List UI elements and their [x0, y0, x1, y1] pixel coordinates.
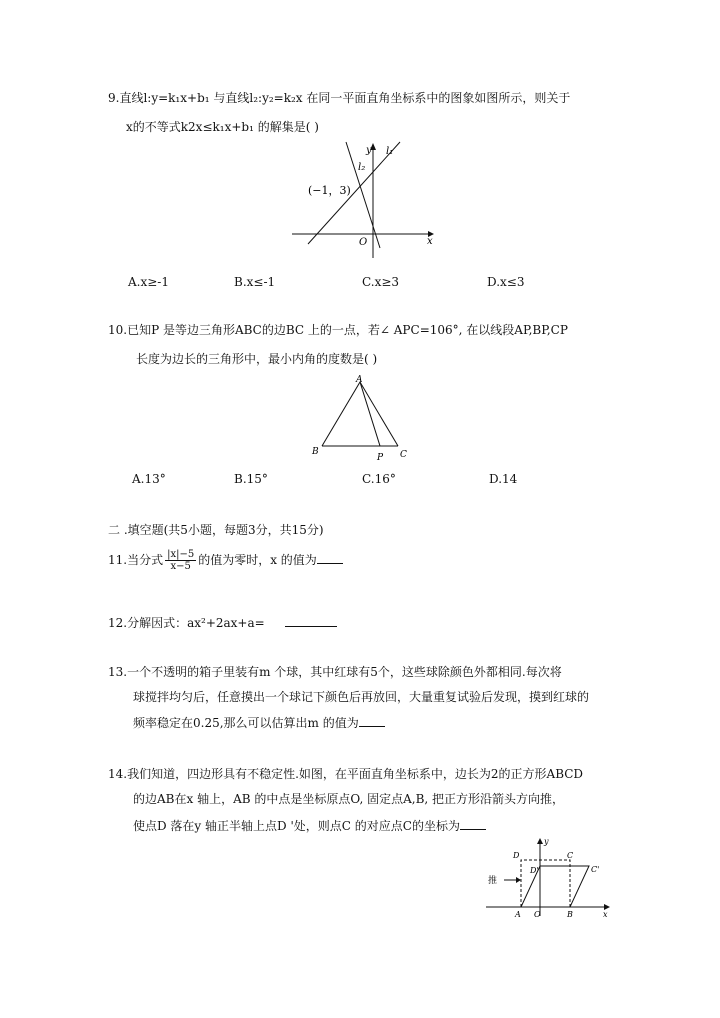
- label-d-prime: D': [530, 866, 539, 875]
- q14-figure: [478, 834, 620, 920]
- q13-line3: 频率稳定在0.25,那么可以估算出m 的值为: [133, 716, 359, 730]
- q10-option-b: B.15°: [234, 472, 268, 486]
- label-push: 推: [488, 876, 498, 886]
- q9-option-d: D.x≤3: [487, 275, 525, 289]
- q13-line3-wrap: [133, 715, 385, 730]
- q12-answer-blank[interactable]: [285, 615, 337, 627]
- q14-line1: 14.我们知道，四边形具有不稳定性.如图，在平面直角坐标系中，边长为2的正方形ABCD: [108, 767, 584, 781]
- point-p: P: [377, 453, 384, 463]
- q13-line1: 13.一个不透明的箱子里装有m 个球，其中红球有5个，这些球除颜色外都相同.每次将: [108, 665, 562, 679]
- q14-line3: 使点D 落在y 轴正半轴上点D '处，则点C 的对应点C的坐标为: [133, 819, 460, 833]
- q11-answer-blank[interactable]: [317, 552, 343, 564]
- q10-figure: [308, 372, 412, 464]
- q9-option-b: B.x≤-1: [234, 275, 276, 289]
- q11-suffix: 的值为零时，x 的值为: [198, 553, 317, 567]
- label-o: O: [534, 910, 541, 919]
- vertex-b: B: [312, 447, 319, 457]
- q14-answer-blank[interactable]: [460, 818, 486, 830]
- push-arrowhead: [516, 877, 521, 883]
- label-a: A: [515, 910, 521, 919]
- q11-denominator: x−5: [170, 561, 191, 572]
- y-axis-arrow: [537, 838, 543, 844]
- y-label: y: [366, 145, 372, 156]
- line-l2: [346, 142, 380, 248]
- q11: [108, 543, 343, 577]
- segment-ap: [360, 382, 380, 446]
- q13-answer-blank[interactable]: [359, 715, 385, 727]
- label-x: x: [603, 910, 608, 919]
- original-square: [521, 860, 570, 907]
- q14-line3-wrap: [133, 818, 486, 833]
- label-b: B: [567, 910, 573, 919]
- q11-fraction: [165, 549, 196, 572]
- section2-title: 二 .填空题(共5小题，每题3分，共15分): [108, 523, 324, 537]
- q9-line2: x的不等式k2x≤k₁x+b₁ 的解集是( ): [126, 120, 319, 134]
- q13-line2: 球搅拌均匀后，任意摸出一个球记下颜色后再放回，大量重复试验后发现，摸到红球的: [133, 690, 590, 704]
- q10-option-d: D.14: [489, 472, 518, 486]
- side-ab: [322, 382, 360, 446]
- origin-label: O: [359, 237, 368, 248]
- label-c-prime: C': [591, 865, 600, 874]
- label-d: D: [513, 851, 520, 860]
- q10-option-c: C.16°: [362, 472, 396, 486]
- q9-option-a: A.x≥-1: [128, 275, 169, 289]
- q10-line2: 长度为边长的三角形中，最小内角的度数是( ): [136, 352, 378, 366]
- q10-option-a: A.13°: [132, 472, 166, 486]
- q14-line2: 的边AB在x 轴上，AB 的中点是坐标原点O, 固定点A,B, 把正方形沿箭头方向推，: [133, 792, 565, 806]
- q9-option-c: C.x≥3: [362, 275, 400, 289]
- q12-text: 12.分解因式：ax²+2ax+a=: [108, 616, 265, 630]
- point-label: (−1，3): [308, 184, 351, 197]
- q11-prefix: 11.当分式: [108, 553, 164, 567]
- q9-figure: [288, 138, 448, 260]
- label-c: C: [567, 851, 574, 860]
- q11-numerator: |x|−5: [167, 549, 195, 560]
- x-label: x: [427, 236, 433, 247]
- vertex-c: C: [400, 450, 407, 460]
- vertex-a: A: [356, 375, 363, 385]
- l2-label: l₂: [358, 162, 366, 173]
- side-ac: [360, 382, 398, 446]
- label-y: y: [544, 837, 549, 846]
- q10-line1: 10.已知P 是等边三角形ABC的边BC 上的一点，若∠ APC=106°, 在以线段AP,BP,CP: [108, 323, 568, 337]
- l1-label: l₁: [386, 146, 394, 157]
- q9-line1: 9.直线l:y=k₁x+b₁ 与直线l₂:y₂=k₂x 在同一平面直角坐标系中的图象如图所示，则关于: [108, 91, 571, 105]
- q12: [108, 615, 337, 630]
